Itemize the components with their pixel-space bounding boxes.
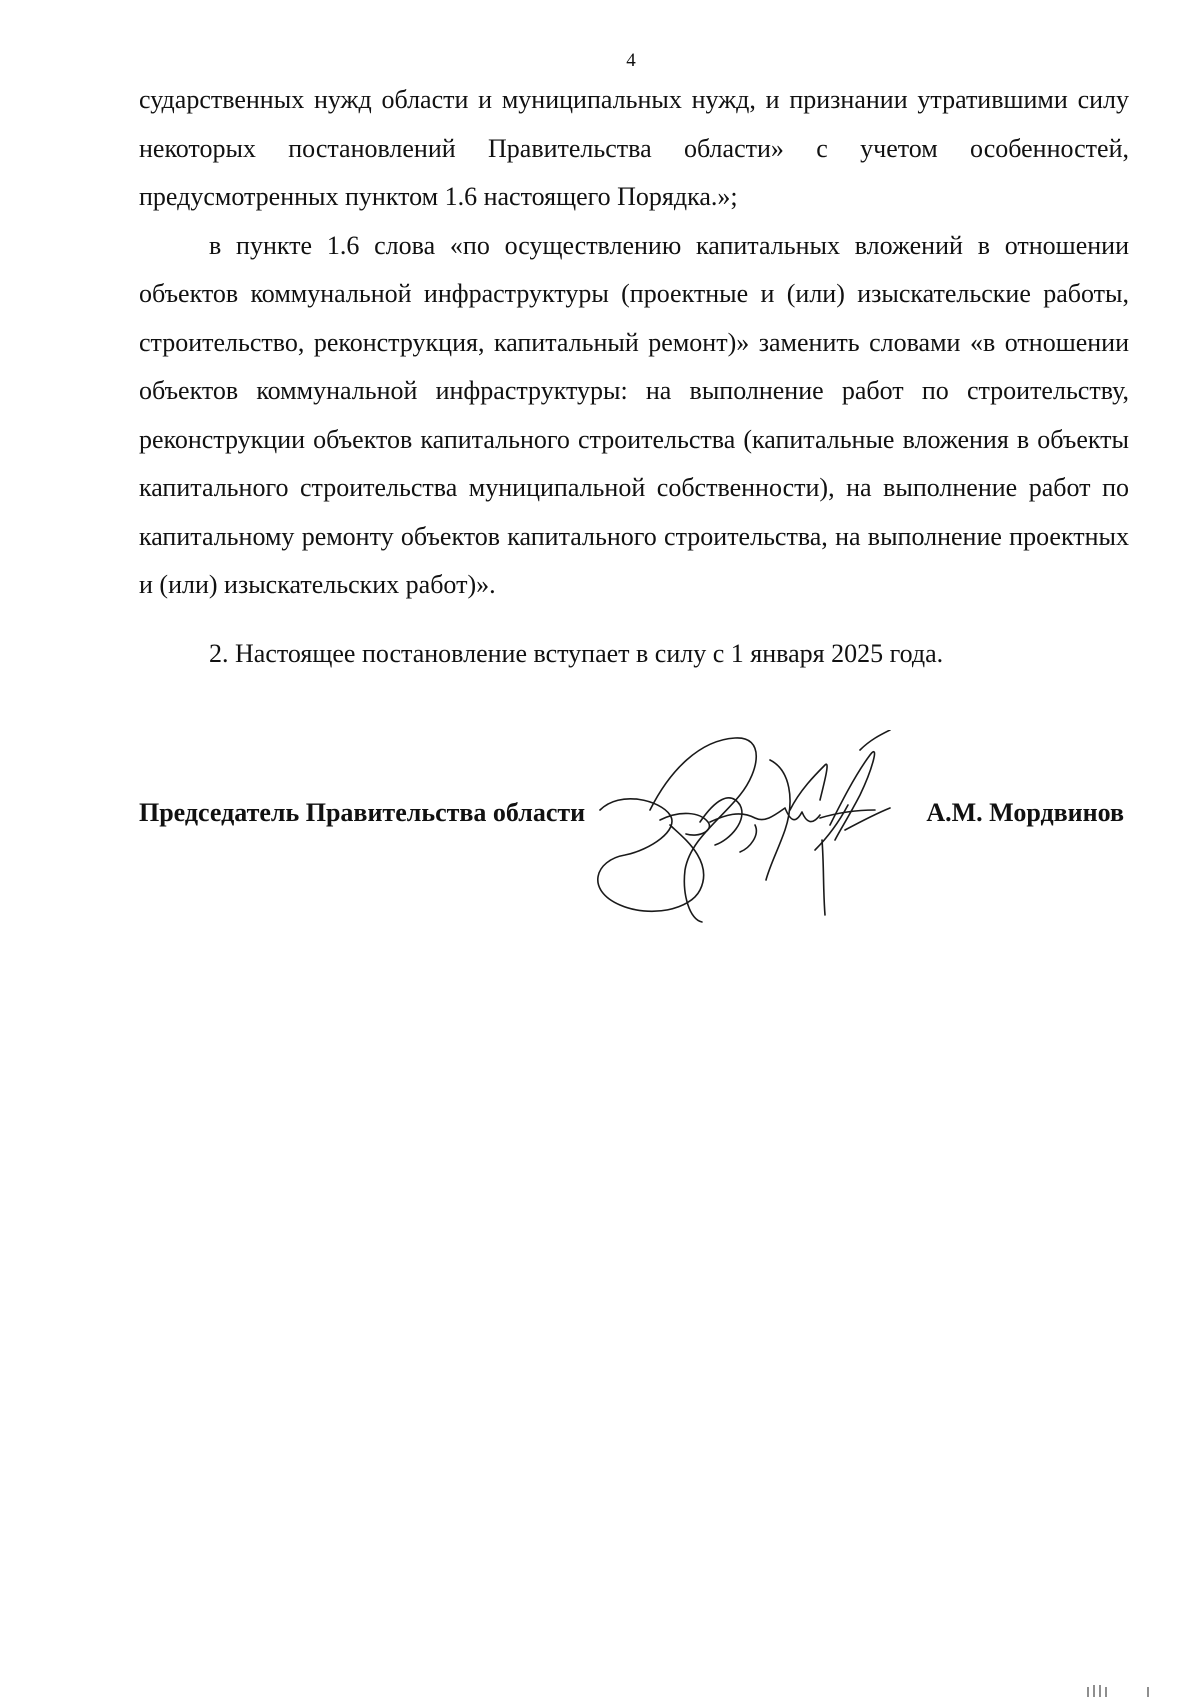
paragraph-effective-date: 2. Настоящее постановление вступает в силу с 1 января 2025 года. [209, 638, 944, 668]
page-number: 4 [626, 50, 636, 71]
paragraph-amendment: в пункте 1.6 слова «по осуществлению капитальных вложений в отношении объектов коммунальной инфраструктуры (проектные и (или) изыскательские работы, строительство, реконструкция, капитальный ремонт)» заменить словами «в отношении объектов коммунальной инфраструктуры: на выполнение работ по строительству, реконструкции объектов капитального строительства (капитальные вложения в объекты капитального строительства муниципальной собственности), на выполнение работ по капитальному ремонту объектов капитального строительства, на выполнение проектных и (или) изыскательских работ)». [139, 230, 1129, 599]
scan-edge-marks [1078, 1683, 1158, 1697]
handwritten-signature [590, 730, 950, 930]
signatory-name: А.М. Мордвинов [926, 798, 1124, 827]
paragraph-continuation: сударственных нужд области и муниципальных нужд, и признании утратившими силу некоторых постановлений Правительства области» с учетом особенностей, предусмотренных пунктом 1.6 настоящего Порядка.»; [139, 85, 1129, 211]
signatory-title: Председатель Правительства области [139, 798, 586, 827]
document-body [139, 76, 1129, 678]
